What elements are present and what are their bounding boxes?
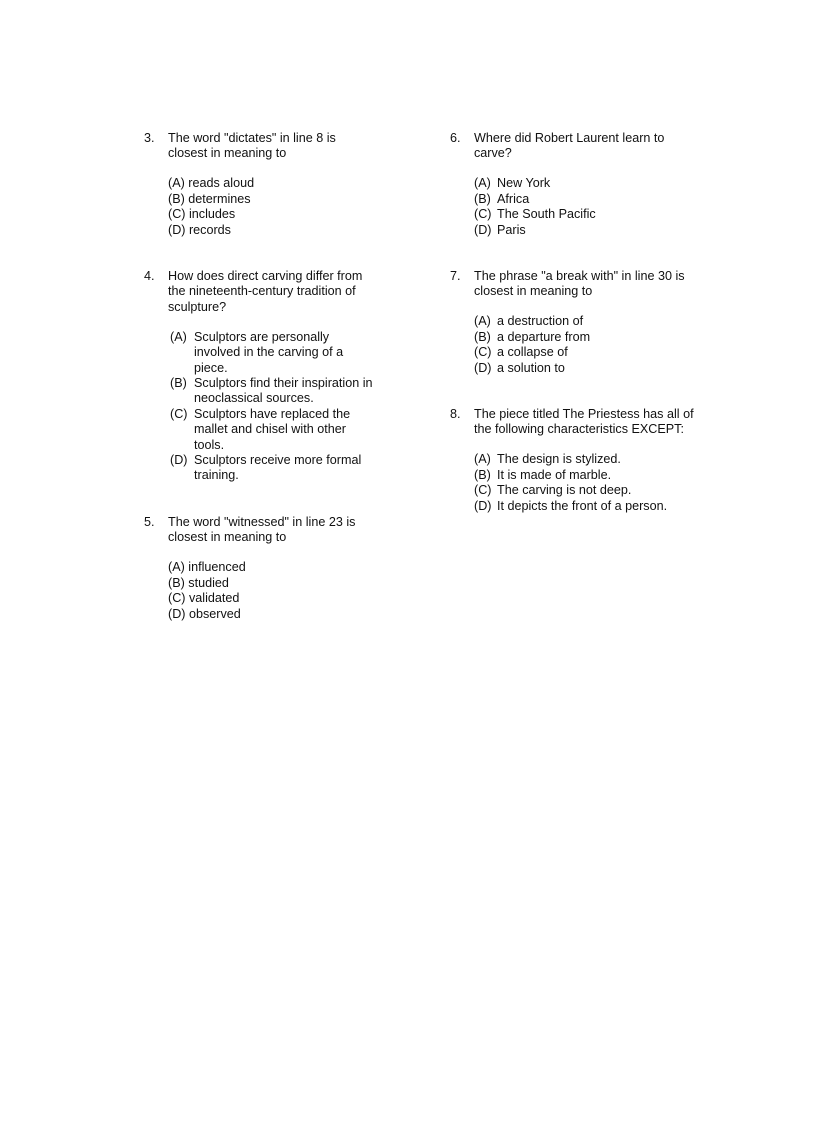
option-text: The design is stylized.: [497, 452, 621, 467]
option-letter: (A): [474, 452, 491, 467]
question-number: 8.: [450, 407, 461, 421]
answer-option-b[interactable]: [474, 192, 710, 207]
option-text: The carving is not deep.: [497, 483, 632, 498]
answer-option-a[interactable]: [474, 314, 710, 329]
option-letter: (D): [474, 360, 492, 375]
option-text: Sculptors receive more formal training.: [194, 453, 362, 483]
question-6-head: [450, 131, 710, 162]
option-letter: (B): [474, 191, 491, 206]
option-text: a departure from: [497, 329, 591, 344]
option-letter: (C): [474, 345, 492, 360]
option-text: Sculptors have replaced the mallet and chisel with other tools.: [194, 406, 351, 452]
question-6: [450, 131, 710, 238]
question-number: 3.: [144, 131, 155, 145]
option-text: a destruction of: [497, 314, 584, 329]
option-letter: (B): [170, 376, 187, 391]
answer-options: [450, 176, 710, 238]
question-stem: The piece titled The Priestess has all of the following characteristics EXCEPT:: [474, 407, 694, 437]
answer-option-d[interactable]: [168, 453, 378, 484]
option-text: Paris: [497, 222, 526, 237]
question-4-head: [144, 269, 394, 315]
answer-option-d[interactable]: (D) observed: [168, 606, 241, 621]
option-letter: (A): [170, 329, 187, 344]
option-letter: (D): [170, 453, 188, 468]
question-number: 5.: [144, 515, 155, 529]
question-8: [450, 407, 720, 514]
option-letter: (A): [474, 176, 491, 191]
option-letter: (C): [474, 207, 492, 222]
option-text: Sculptors find their inspiration in neoclassical sources.: [194, 376, 373, 406]
answer-option-a[interactable]: (A) influenced: [168, 560, 246, 575]
question-5-head: [144, 515, 394, 546]
option-text: Sculptors are personally involved in the carving of a piece.: [194, 329, 344, 375]
question-3: [144, 131, 394, 238]
answer-option-c[interactable]: [474, 207, 710, 222]
question-4: [144, 269, 394, 484]
option-letter: (C): [474, 483, 492, 498]
question-7-head: [450, 269, 710, 300]
option-text: a collapse of: [497, 345, 568, 360]
question-stem: How does direct carving differ from the nineteenth-century tradition of sculpture?: [168, 269, 363, 314]
answer-option-c[interactable]: (C) validated: [168, 591, 240, 606]
answer-option-d[interactable]: [474, 223, 710, 238]
question-number: 6.: [450, 131, 461, 145]
option-text: It is made of marble.: [497, 467, 612, 482]
answer-option-a[interactable]: (A) reads aloud: [168, 176, 255, 191]
question-stem: The phrase "a break with" in line 30 is closest in meaning to: [474, 269, 685, 299]
option-text: New York: [497, 176, 551, 191]
answer-options: [450, 314, 710, 376]
option-letter: (B): [474, 467, 491, 482]
answer-options: [144, 330, 394, 484]
question-stem: The word "dictates" in line 8 is closest in meaning to: [168, 131, 336, 161]
option-text: The South Pacific: [497, 207, 596, 222]
answer-option-c[interactable]: (C) includes: [168, 207, 236, 222]
option-letter: (C): [170, 406, 188, 421]
option-text: a solution to: [497, 360, 565, 375]
question-8-head: [450, 407, 720, 438]
option-letter: (D): [474, 222, 492, 237]
answer-options: [144, 560, 394, 622]
question-stem: Where did Robert Laurent learn to carve?: [474, 131, 665, 161]
answer-option-c[interactable]: [168, 407, 364, 453]
answer-option-a[interactable]: [168, 330, 354, 376]
question-number: 7.: [450, 269, 461, 283]
answer-options: [144, 176, 394, 238]
option-letter: (B): [474, 329, 491, 344]
answer-option-a[interactable]: [474, 452, 720, 467]
answer-option-c[interactable]: [474, 345, 710, 360]
question-stem: The word "witnessed" in line 23 is closest in meaning to: [168, 515, 356, 545]
question-5: [144, 515, 394, 622]
option-text: It depicts the front of a person.: [497, 498, 668, 513]
answer-option-b[interactable]: [168, 376, 390, 407]
answer-option-b[interactable]: (B) determines: [168, 191, 251, 206]
answer-option-b[interactable]: (B) studied: [168, 575, 229, 590]
option-letter: (D): [474, 498, 492, 513]
answer-option-a[interactable]: [474, 176, 710, 191]
option-letter: (A): [474, 314, 491, 329]
answer-option-d[interactable]: (D) records: [168, 222, 231, 237]
answer-option-d[interactable]: [474, 499, 720, 514]
answer-option-b[interactable]: [474, 330, 710, 345]
question-7: [450, 269, 710, 376]
question-3-head: [144, 131, 394, 162]
answer-option-c[interactable]: [474, 483, 720, 498]
answer-options: [450, 452, 720, 514]
option-text: Africa: [497, 191, 530, 206]
question-number: 4.: [144, 269, 155, 283]
answer-option-d[interactable]: [474, 361, 710, 376]
answer-option-b[interactable]: [474, 468, 720, 483]
